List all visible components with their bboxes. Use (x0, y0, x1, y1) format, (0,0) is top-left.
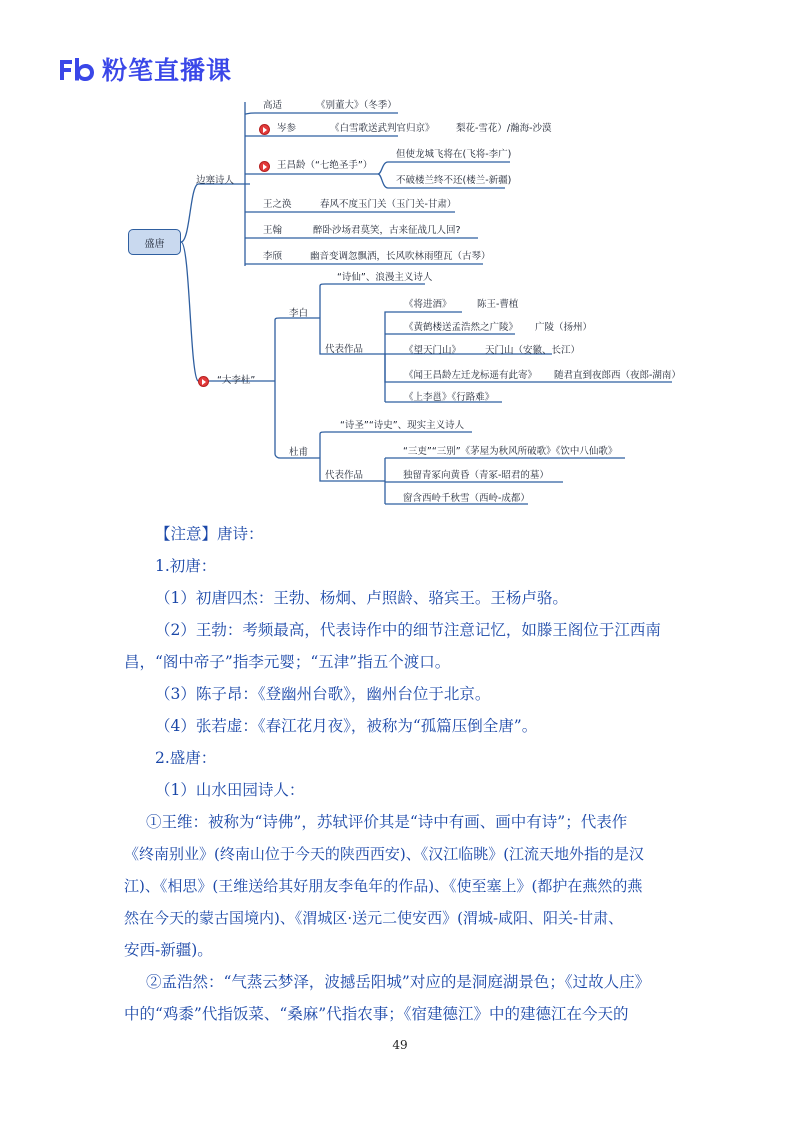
notes-line: （1）山水田园诗人： (155, 781, 305, 799)
work-title: 《上李邕》《行路难》 (404, 392, 495, 403)
poet-name: 岑参 (277, 123, 297, 134)
brand-name: 粉笔直播课 (102, 56, 233, 85)
key-point-icon (259, 124, 270, 135)
libai-title: “诗仙”、浪漫主义诗人 (337, 272, 433, 283)
work-title: 独留青冢向黄昏（青冢-昭君的墓） (403, 470, 549, 481)
poet-works: 《白雪歌送武判官归京》 (330, 123, 435, 134)
dufu-title: “诗圣”“诗史”、现实主义诗人 (340, 420, 465, 431)
poet-note: 梨花-雪花）/瀚海-沙漠 (456, 123, 552, 134)
poet-works: 春风不度玉门关（玉门关-甘肃） (320, 199, 457, 210)
work-title: 《闻王昌龄左迁龙标遥有此寄》 (404, 370, 538, 381)
notes-line: 昌，“阁中帝子”指李元婴；“五津”指五个渡口。 (124, 653, 451, 671)
notes-line: 然在今天的蒙古国境内)、《渭城区·送元二使安西》(渭城-咸阳、阳关-甘肃、 (124, 909, 624, 927)
notes-heading: 【注意】唐诗： (155, 525, 264, 543)
poet-name: 王翰 (263, 225, 283, 236)
notes-line: （2）王勃：考频最高，代表诗作中的细节注意记忆，如滕王阁位于江西南 (155, 621, 661, 639)
notes-line: （4）张若虚：《春江花月夜》，被称为“孤篇压倒全唐”。 (155, 717, 538, 735)
libai-name: 李白 (289, 308, 309, 319)
work-title: 《黄鹤楼送孟浩然之广陵》 (404, 322, 519, 333)
poet-works: 《别董大》（冬季） (316, 100, 397, 111)
dufu-works-label: 代表作品 (325, 470, 364, 481)
fenbi-logo-icon (58, 56, 96, 82)
poem-line: 但使龙城飞将在(飞将-李广) (396, 149, 512, 160)
work-title: 《望天门山》 (404, 345, 462, 356)
dufu-name: 杜甫 (289, 447, 309, 458)
work-note: 广陵（扬州） (535, 322, 593, 333)
page-number: 49 (392, 1038, 408, 1052)
frontier-label: 边塞诗人 (196, 175, 235, 186)
key-point-icon (198, 376, 209, 387)
notes-line: （1）初唐四杰：王勃、杨炯、卢照龄、骆宾王。王杨卢骆。 (155, 589, 568, 607)
work-note: 随君直到夜郎西（夜郎-湖南） (554, 370, 681, 381)
poet-works: 醉卧沙场君莫笑，古来征战几人回? (313, 225, 461, 236)
poet-name: 王昌龄（“七绝圣手”） (277, 160, 373, 171)
work-note: 陈王-曹植 (477, 299, 519, 310)
root-node: 盛唐 (128, 229, 181, 255)
poet-name: 李颀 (263, 251, 283, 262)
notes-line: 《终南别业》(终南山位于今天的陕西西安)、《汉江临眺》(江流天地外指的是汉 (124, 845, 645, 863)
notes-line: 1.初唐： (155, 557, 217, 575)
libai-works-label: 代表作品 (325, 344, 364, 355)
notes-line: （3）陈子昂：《登幽州台歌》，幽州台位于北京。 (155, 685, 491, 703)
work-title: “三吏”“三别”《茅屋为秋风所破歌》《饮中八仙歌》 (403, 446, 618, 457)
brand-header (58, 52, 232, 86)
notes-line: 江)、《相思》(王维送给其好朋友李龟年的作品)、《使至塞上》(都护在燕然的燕 (124, 877, 643, 895)
notes-line: ①王维：被称为“诗佛”，苏轼评价其是“诗中有画、画中有诗”；代表作 (146, 813, 628, 831)
key-point-icon (259, 161, 270, 172)
poet-works: 幽音变调忽飘洒，长风吹林雨堕瓦（古琴） (310, 251, 491, 262)
poet-name: 王之涣 (263, 199, 292, 210)
poet-name: 高适 (263, 100, 283, 111)
poem-line: 不破楼兰终不还(楼兰-新疆) (396, 175, 512, 186)
notes-line: 中的“鸡黍”代指饭菜、“桑麻”代指农事；《宿建德江》中的建德江在今天的 (124, 1005, 629, 1023)
work-title: 《将进酒》 (404, 299, 452, 310)
dali-label: “大李杜” (217, 375, 256, 386)
work-note: 天门山（安徽、长江） (485, 345, 581, 356)
work-title: 窗含西岭千秋雪（西岭-成都） (403, 493, 530, 504)
notes-line: 安西-新疆)。 (124, 941, 213, 959)
mindmap-diagram (120, 96, 685, 516)
notes-line: 2.盛唐： (155, 749, 217, 767)
notes-line: ②孟浩然：“气蒸云梦泽，波撼岳阳城”对应的是洞庭湖景色；《过故人庄》 (146, 973, 651, 991)
